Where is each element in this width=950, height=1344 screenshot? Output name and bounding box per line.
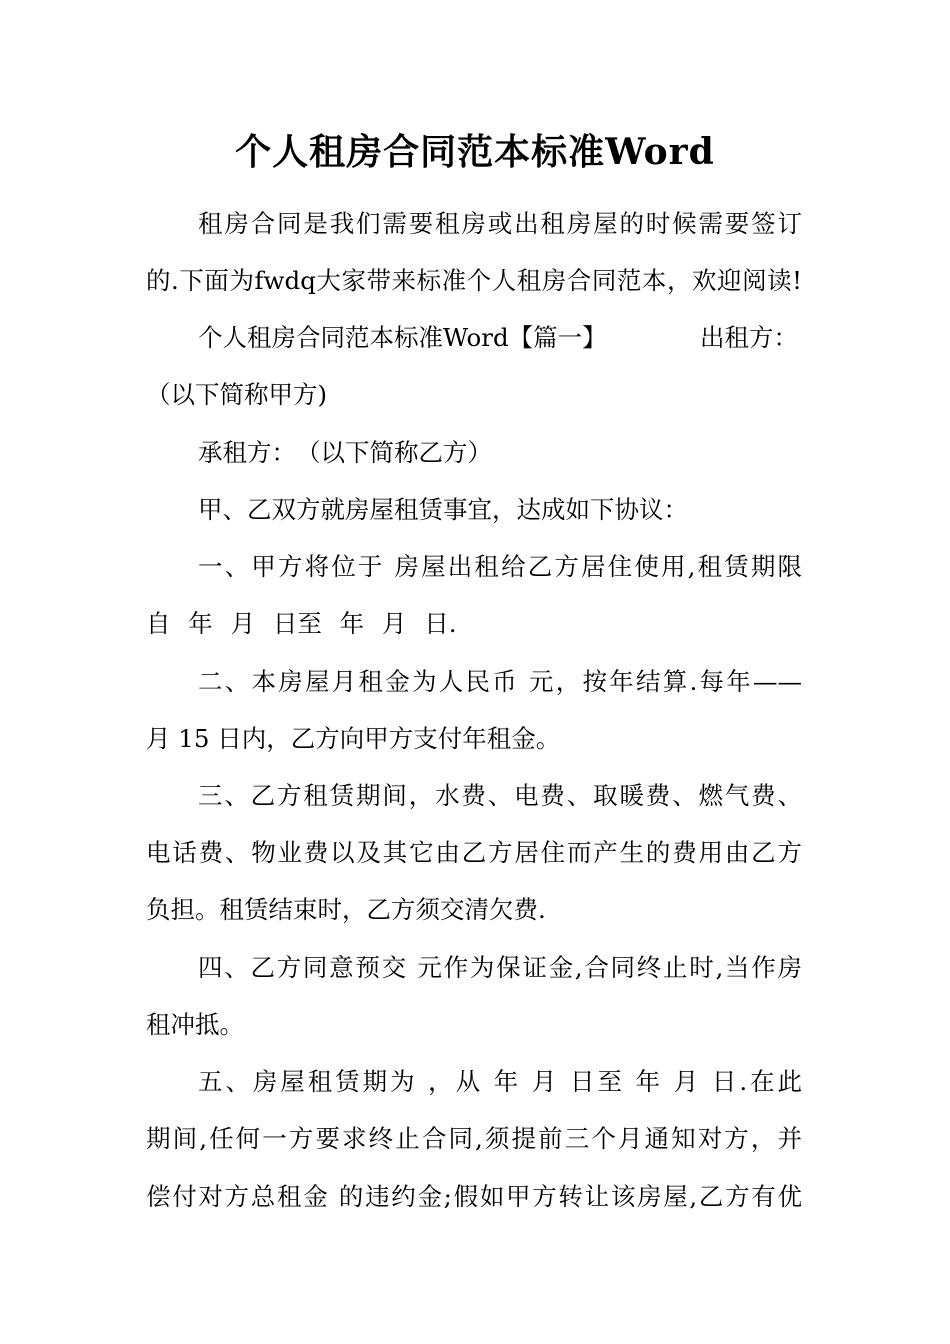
paragraph-line: 租房合同是我们需要租房或出租房屋的时候需要签订 [198, 209, 802, 238]
paragraph-line: 的.下面为fwdq大家带来标准个人租房合同范本，欢迎阅读! [146, 266, 802, 295]
clause-5-line: 五、房屋租赁期为 ，从 年 月 日至 年 月 日.在此 [198, 1067, 802, 1096]
clause-3-line: 负担。租赁结束时，乙方须交清欠费. [146, 895, 546, 924]
paragraph-line: 甲、乙双方就房屋租赁事宜，达成如下协议： [198, 495, 688, 524]
clause-5-line: 期间,任何一方要求终止合同,须提前三个月通知对方，并 [146, 1124, 802, 1153]
paragraph-line: （以下简称甲方) [146, 380, 328, 409]
clause-2-line: 月 15 日内，乙方向甲方支付年租金。 [146, 724, 561, 753]
clause-5-line: 偿付对方总租金 的违约金;假如甲方转让该房屋,乙方有优 [146, 1182, 802, 1211]
clause-1-line: 一、甲方将位于 房屋出租给乙方居住使用,租赁期限 [198, 552, 802, 581]
section-heading: 个人租房合同范本标准Word【篇一】 [198, 323, 607, 352]
clause-3-line: 电话费、物业费以及其它由乙方居住而产生的费用由乙方 [146, 838, 802, 867]
clause-2-line: 二、本房屋月租金为人民币 元，按年结算.每年—— [198, 667, 802, 696]
lessee-label: 承租方： （以下简称乙方） [198, 438, 492, 467]
clause-3-line: 三、乙方租赁期间，水费、电费、取暖费、燃气费、 [198, 781, 802, 810]
lessor-label: 出租方： [700, 323, 798, 352]
clause-4-line: 租冲抵。 [146, 1010, 244, 1039]
clause-1-line: 自 年 月 日至 年 月 日. [146, 609, 457, 638]
document-title: 个人租房合同范本标准Word [235, 131, 715, 173]
clause-4-line: 四、乙方同意预交 元作为保证金,合同终止时,当作房 [198, 953, 802, 982]
